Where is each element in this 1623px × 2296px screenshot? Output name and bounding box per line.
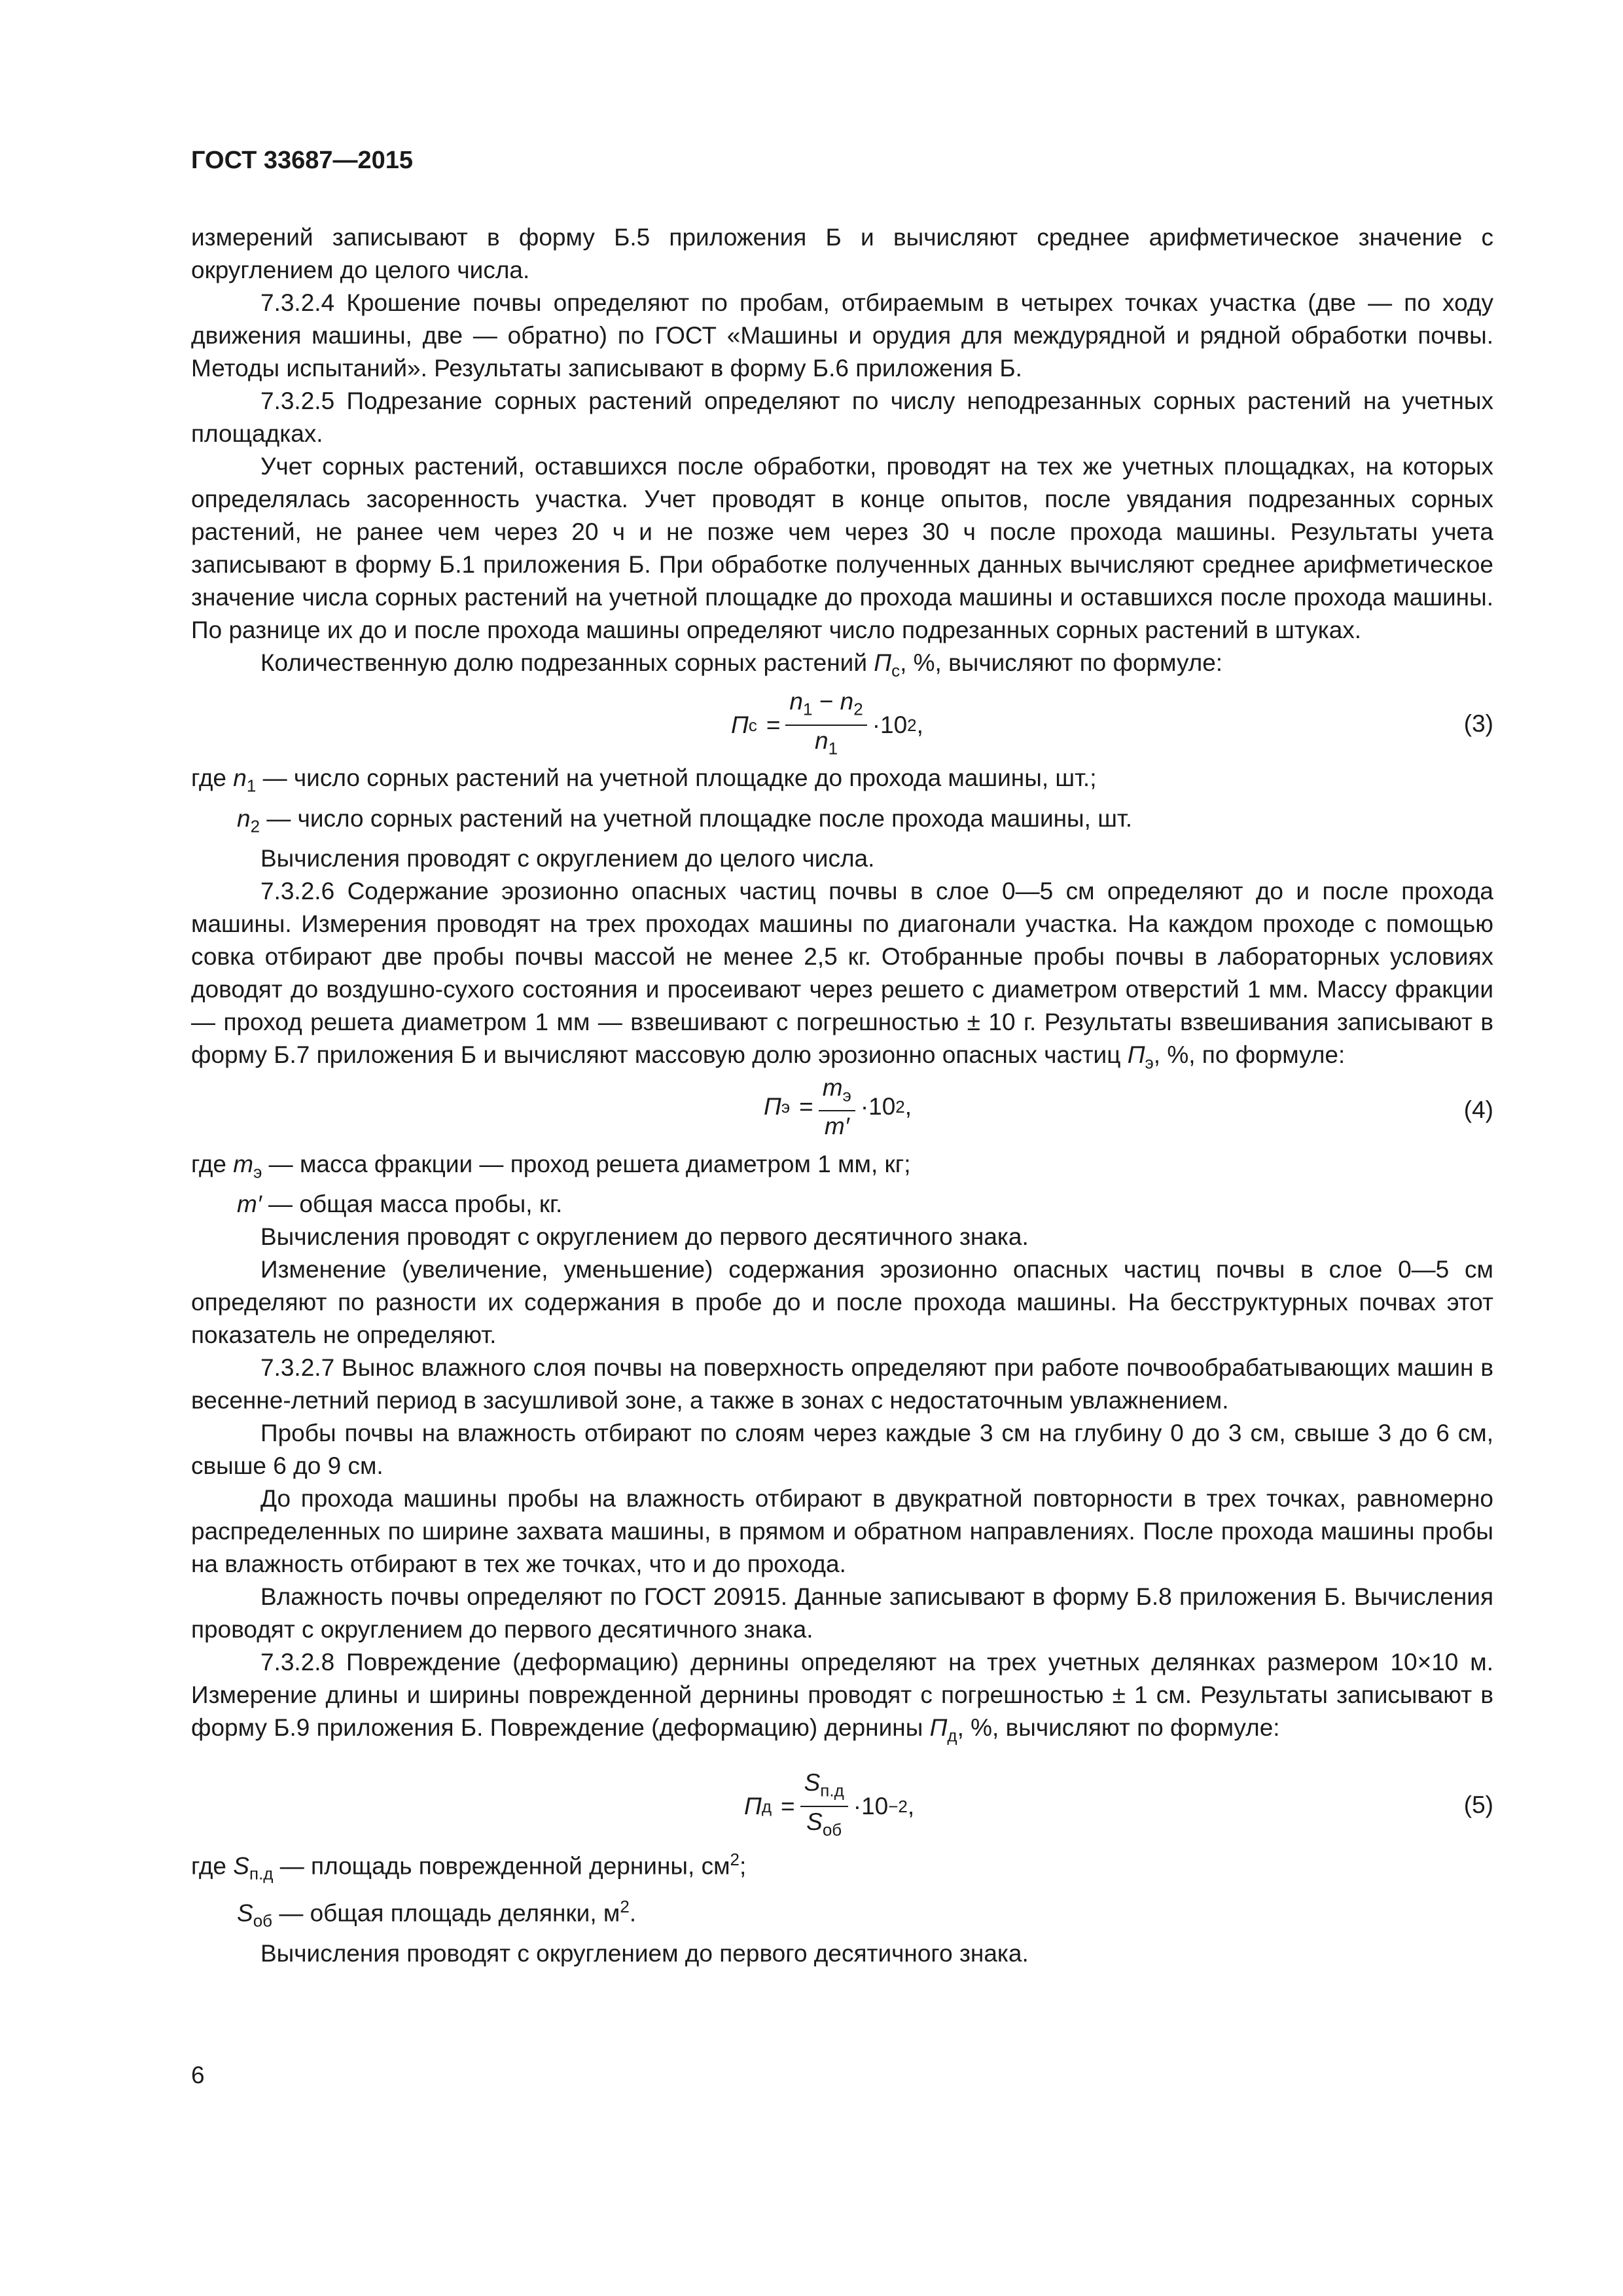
paragraph-7-3-2-4: 7.3.2.4 Крошение почвы определяют по пробам, отбираемым в четырех точках участка (две — по ходу движения машины, две — обратно) по ГОСТ «Машины и орудия для междурядной и рядной обработки почвы. Методы испытаний». Результаты записывают в форму Б.6 приложения Б. [191, 289, 1493, 382]
page-number: 6 [191, 2062, 205, 2089]
paragraph-7-3-2-5: 7.3.2.5 Подрезание сорных растений определяют по числу неподрезанных сорных растений на учетных площадках. [191, 387, 1493, 447]
where-line: $n_2$ — число сорных растений на учетной площадке после прохода машины, шт. [237, 804, 1133, 836]
formula-4: П э = $\frac{m_э}{m'}$ ·10 2 , (4) [191, 1079, 1493, 1148]
paragraph: измерений записывают в форму Б.5 приложения Б и вычисляют среднее арифметическое значение с округлением до целого числа. [191, 224, 1493, 283]
document-header: ГОСТ 33687—2015 [191, 147, 414, 174]
calc-note: Вычисления проводят с округлением до первого десятичного знака. [260, 1939, 1029, 1967]
paragraph-erosion-change: Изменение (увеличение, уменьшение) содержания эрозионно опасных частиц почвы в слое 0—5 см определяют по разности их содержания в пробе до и после прохода машины. На бесструктурных почвах этот показатель не определяют. [191, 1255, 1493, 1348]
formula-number: (3) [1463, 710, 1493, 738]
formula-number: (5) [1463, 1791, 1493, 1819]
fraction: $\frac{m_э}{m'}$ [819, 1073, 855, 1141]
fraction: $\frac{S_{п.д}}{S_{об}}$ [800, 1768, 848, 1844]
formula-3: П с = $\frac{n_1 - n_2}{n_1}$ ·10 2 , (3) [191, 687, 1493, 762]
formula-5: П д = $\frac{S_{п.д}}{S_{об}}$ ·10 −2 , (5) [191, 1751, 1493, 1843]
fraction: $\frac{n_1 - n_2}{n_1}$ [785, 687, 866, 763]
where-line: где $S_{п.д}$ — площадь поврежденной дернины, $см^2$; [191, 1850, 747, 1884]
where-line: $S_{об}$ — общая площадь делянки, $м^2$. [237, 1897, 637, 1931]
paragraph-7-3-2-8: 7.3.2.8 Повреждение (деформацию) дернины определяют на трех учетных делянках размером 10×10 м. Измерение длины и ширины поврежденной дернины проводят с погрешностью ± 1 см. Результаты записывают в форму Б.9 приложения Б. Повреждение (деформацию) дернины $П_д$, %, вычисляют по формуле: [191, 1648, 1493, 1746]
paragraph-weed-accounting: Учет сорных растений, оставшихся после обработки, проводят на тех же учетных площадках, на которых определялась засоренность участка. Учет проводят в конце опытов, после увядания подрезанных сорных растений, не ранее чем через 20 ч и не позже чем через 30 ч после прохода машины. Результаты учета записывают в форму Б.1 приложения Б. При обработке полученных данных вычисляют среднее арифметическое значение числа сорных растений на учетной площадке до прохода машины и оставшихся после прохода машины. По разнице их до и после прохода машины определяют число подрезанных сорных растений в штуках. [191, 453, 1493, 643]
paragraph-7-3-2-6: 7.3.2.6 Содержание эрозионно опасных частиц почвы в слое 0—5 см определяют до и после прохода машины. Измерения проводят на трех проходах машины по диагонали участка. На каждом проходе с помощью совка отбирают две пробы почвы массой не менее 2,5 кг. Отобранные пробы почвы в лабораторных условиях доводят до воздушно-сухого состояния и просеивают через решето с диаметром отверстий 1 мм. Массу фракции — проход решета диаметром 1 мм — взвешивают с погрешностью ± 10 г. Результаты взвешивания записывают в форму Б.7 приложения Б и вычисляют массовую долю эрозионно опасных частиц $П_э$, %, по формуле: [191, 878, 1493, 1073]
inline-symbol-pc: П [874, 649, 892, 676]
paragraph-before-pass: До прохода машины пробы на влажность отбирают в двукратной повторности в трех точках, равномерно распределенных по ширине захвата машины, в прямом и обратном направлениях. После прохода машины пробы на влажность отбирают в тех же точках, что и до прохода. [191, 1484, 1493, 1577]
calc-note: Вычисления проводят с округлением до целого числа. [260, 845, 875, 872]
document-body [191, 221, 1493, 1970]
inline-symbol-pe: П [1127, 1041, 1145, 1069]
where-line: где $m_э$ — масса фракции — проход решета диаметром 1 мм, кг; [191, 1150, 911, 1181]
where-line: m′ — общая масса пробы, кг. [237, 1190, 563, 1217]
paragraph-formula3-intro: Количественную долю подрезанных сорных растений $П_с$, %, вычисляют по формуле: [260, 649, 1223, 681]
inline-symbol-pd: П [929, 1713, 948, 1741]
paragraph-moisture-gost: Влажность почвы определяют по ГОСТ 20915. Данные записывают в форму Б.8 приложения Б. Вычисления проводят с округлением до первого десятичного знака. [191, 1583, 1493, 1643]
formula-number: (4) [1463, 1096, 1493, 1123]
where-line: где $n_1$ — число сорных растений на учетной площадке до прохода машины, шт.; [191, 764, 1097, 796]
paragraph-7-3-2-7: 7.3.2.7 Вынос влажного слоя почвы на поверхность определяют при работе почвообрабатывающих машин в весенне-летний период в засушливой зоне, а также в зонах с недостаточным увлажнением. [191, 1354, 1493, 1414]
paragraph-moisture-sampling: Пробы почвы на влажность отбирают по слоям через каждые 3 см на глубину 0 до 3 см, свыше 3 до 6 см, свыше 6 до 9 см. [191, 1419, 1493, 1479]
calc-note: Вычисления проводят с округлением до первого десятичного знака. [260, 1223, 1029, 1250]
